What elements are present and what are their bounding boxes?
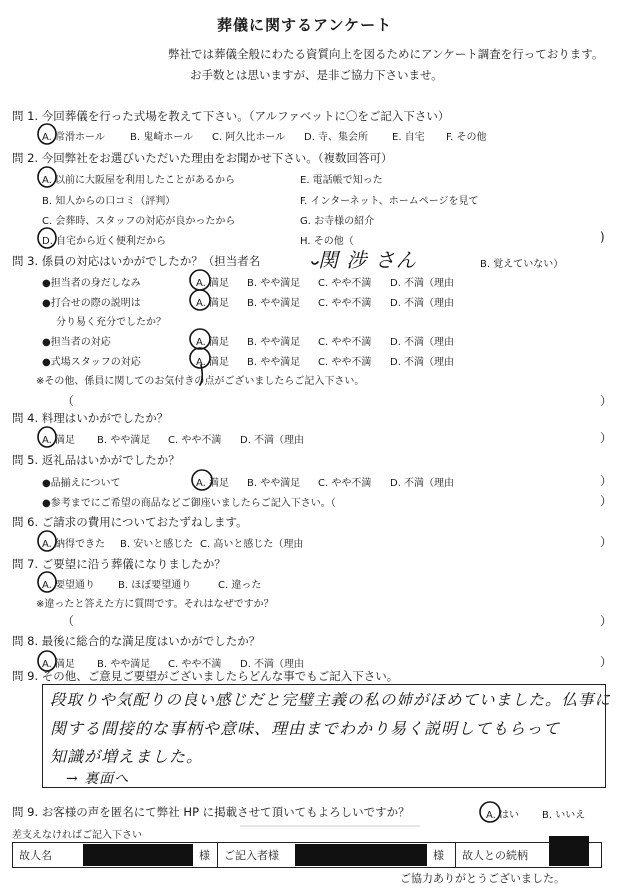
q4-option-b[interactable]: B. やや満足 [97, 435, 151, 446]
q3-r2-a[interactable]: A. 満足 [196, 298, 230, 309]
q2-text: 問 2. 今回弊社をお選びいただいた理由をお聞かせ下さい。（複数回答可） [12, 151, 393, 165]
comment-line-3: 知識が増えました。 [50, 747, 204, 766]
q3-r4-c[interactable]: C. やや不満 [318, 357, 372, 368]
q5-request-prompt[interactable]: ●参考までにご希望の商品などご御座いましたらご記入下さい。（ [42, 498, 336, 509]
q3-row-appearance: ●担当者の身だしなみ [42, 278, 141, 289]
survey-title: 葬儀に関するアンケート [217, 16, 393, 34]
name-table [12, 842, 602, 868]
q2-option-f[interactable]: F. インターネット、ホームページを見て [300, 196, 479, 207]
q9a-text: 問 9. その他、ご意見ご要望がございましたらどんな事でもご記入下さい。 [12, 669, 399, 683]
q3-r1-a[interactable]: A. 満足 [196, 278, 230, 289]
q9b-option-no[interactable]: B. いいえ [542, 810, 586, 821]
q3-r1-c[interactable]: C. やや不満 [318, 278, 372, 289]
thanks-text: ご協力ありがとうございました。 [400, 872, 565, 885]
q2-option-e[interactable]: E. 電話帳で知った [300, 175, 383, 186]
q3-row-explanation: ●打合せの際の説明は [42, 298, 141, 309]
deceased-sama: 様 [199, 849, 210, 862]
q6-text: 問 6. ご請求の費用についておたずねします。 [12, 515, 248, 529]
q2-option-a[interactable]: A. 以前に大阪屋を利用したことがあるから [42, 175, 236, 186]
q6-option-a[interactable]: A. 納得できた [42, 539, 106, 550]
q2-close-paren: ) [600, 230, 605, 244]
q3-r2-b[interactable]: B. やや満足 [247, 298, 301, 309]
q1-option-f[interactable]: F. その他 [446, 132, 487, 143]
q8-option-d[interactable]: D. 不満（理由 [240, 659, 305, 670]
q3-row-staff: ●担当者の対応 [42, 337, 111, 348]
deceased-label: 故人名 [19, 849, 52, 862]
q8-option-c[interactable]: C. やや不満 [168, 659, 222, 670]
q3-r4-b[interactable]: B. やや満足 [247, 357, 301, 368]
q1-option-b[interactable]: B. 鬼崎ホール [130, 132, 194, 143]
deceased-name-field[interactable] [83, 843, 193, 867]
q3-r4-d[interactable]: D. 不満（理由 [390, 357, 455, 368]
q5-option-d[interactable]: D. 不満（理由 [390, 478, 455, 489]
q4-option-d[interactable]: D. 不満（理由 [240, 435, 305, 446]
comment-line-1: 段取りや気配りの良い感じだと完璧主義の私の姉がほめていました。仏事に [50, 691, 612, 709]
q7-followup: ※違ったと答えた方に質問です。それはなぜですか？ [36, 599, 274, 610]
q7-option-c[interactable]: C. 違った [218, 580, 262, 591]
q9b-option-yes[interactable]: A. はい [486, 810, 520, 821]
q7-text: 問 7. ご要望に沿う葬儀になりましたか？ [12, 557, 226, 571]
q3-r1-d[interactable]: D. 不満（理由 [390, 278, 455, 289]
comment-line-2: 関する間接的な事柄や意味、理由までわかり易く説明してもらって [50, 719, 561, 738]
q8-option-a[interactable]: A. 満足 [42, 659, 76, 670]
q9b-text: 問 9. お客様の声を匿名にて弊社 HP に掲載させて頂いてもよろしいですか？ [12, 805, 410, 819]
q2-option-h[interactable]: H. その他（ [300, 236, 354, 247]
q3-r1-b[interactable]: B. やや満足 [247, 278, 301, 289]
comment-line-4: → 裏面へ [66, 771, 130, 787]
q1-option-d[interactable]: D. 寺、集会所 [304, 132, 369, 143]
redaction-block [549, 836, 589, 866]
relation-field[interactable] [549, 843, 599, 867]
q4-option-a[interactable]: A. 満足 [42, 435, 76, 446]
q3-r2-d[interactable]: D. 不満（理由 [390, 298, 455, 309]
relation-label: 故人との続柄 [455, 843, 549, 867]
q5-close-paren-1: ） [600, 474, 613, 488]
writer-sama: 様 [433, 849, 444, 862]
q8-option-b[interactable]: B. やや満足 [97, 659, 151, 670]
q6-close-paren: ） [600, 535, 613, 549]
q3-comment-open[interactable]: （ [62, 394, 75, 408]
intro-line-2: お手数とは思いますが、是非ご協力下さいませ。 [190, 68, 443, 82]
q3-r3-c[interactable]: C. やや不満 [318, 337, 372, 348]
q7-option-a[interactable]: A. 要望通り [42, 580, 96, 591]
q3-row-venue-staff: ●式場スタッフの対応 [42, 357, 141, 368]
q3-text: 問 3. 係員の対応はいかがでしたか？（担当者名 [12, 254, 261, 268]
writer-label: ご記入者様 [217, 843, 295, 867]
q2-option-b[interactable]: B. 知人からの口コミ（評判） [42, 196, 176, 207]
q2-option-d[interactable]: D. 自宅から近く便利だから [42, 236, 167, 247]
q3-comment-close: ） [600, 394, 613, 408]
q6-option-c[interactable]: C. 高いと感じた（理由 [200, 539, 304, 550]
intro-line-1: 弊社では葬儀全般にわたる資質向上を図るためにアンケート調査を行っております。 [168, 47, 604, 61]
q3-comment-prompt: ※その他、係員に関してのお気付きの点がございましたらご記入下さい。 [36, 376, 365, 387]
q5-option-c[interactable]: C. やや不満 [318, 478, 372, 489]
q1-option-c[interactable]: C. 阿久比ホール [212, 132, 286, 143]
q7-reason-close: ） [600, 614, 613, 628]
writer-name-field[interactable] [295, 843, 427, 867]
redaction-block [83, 844, 193, 866]
q9b-note: 差支えなければご記入下さい [12, 830, 142, 841]
q3-row-explanation-2: 分り易く充分でしたか？ [56, 317, 166, 328]
q5-option-a[interactable]: A. 満足 [196, 478, 230, 489]
q1-option-a[interactable]: A. 常滑ホール [42, 132, 105, 143]
q7-option-b[interactable]: B. ほぼ要望通り [118, 580, 192, 591]
q1-option-e[interactable]: E. 自宅 [392, 132, 425, 143]
q3-r4-a[interactable]: A. 満足 [196, 357, 230, 368]
q4-text: 問 4. 料理はいかがでしたか？ [12, 411, 169, 425]
q1-text: 問 1. 今回葬儀を行った式場を教えて下さい。（アルファベットに〇をご記入下さい） [12, 109, 450, 123]
redaction-block [295, 844, 427, 866]
q3-dont-remember[interactable]: B. 覚えていない） [480, 259, 564, 270]
q4-option-c[interactable]: C. やや不満 [168, 435, 222, 446]
q3-r2-c[interactable]: C. やや不満 [318, 298, 372, 309]
q6-option-b[interactable]: B. 安いと感じた [120, 539, 194, 550]
q2-option-g[interactable]: G. お寺様の紹介 [300, 216, 375, 227]
q5-row-assortment: ●品揃えについて [42, 478, 121, 489]
q5-close-paren-2: ） [600, 494, 613, 508]
q3-r3-b[interactable]: B. やや満足 [247, 337, 301, 348]
q2-option-c[interactable]: C. 会葬時、スタッフの対応が良かったから [42, 216, 236, 227]
q3-r3-d[interactable]: D. 不満（理由 [390, 337, 455, 348]
q3-r3-a[interactable]: A. 満足 [196, 337, 230, 348]
q7-reason-open[interactable]: （ [62, 614, 75, 628]
q8-text: 問 8. 最後に総合的な満足度はいかがでしたか？ [12, 634, 261, 648]
q5-text: 問 5. 返礼品はいかがでしたか？ [12, 453, 180, 467]
q5-option-b[interactable]: B. やや満足 [247, 478, 301, 489]
q4-close-paren: ） [600, 431, 613, 445]
q3-staff-handwritten: 関 涉 さん [318, 248, 417, 272]
q8-close-paren: ） [600, 655, 613, 669]
